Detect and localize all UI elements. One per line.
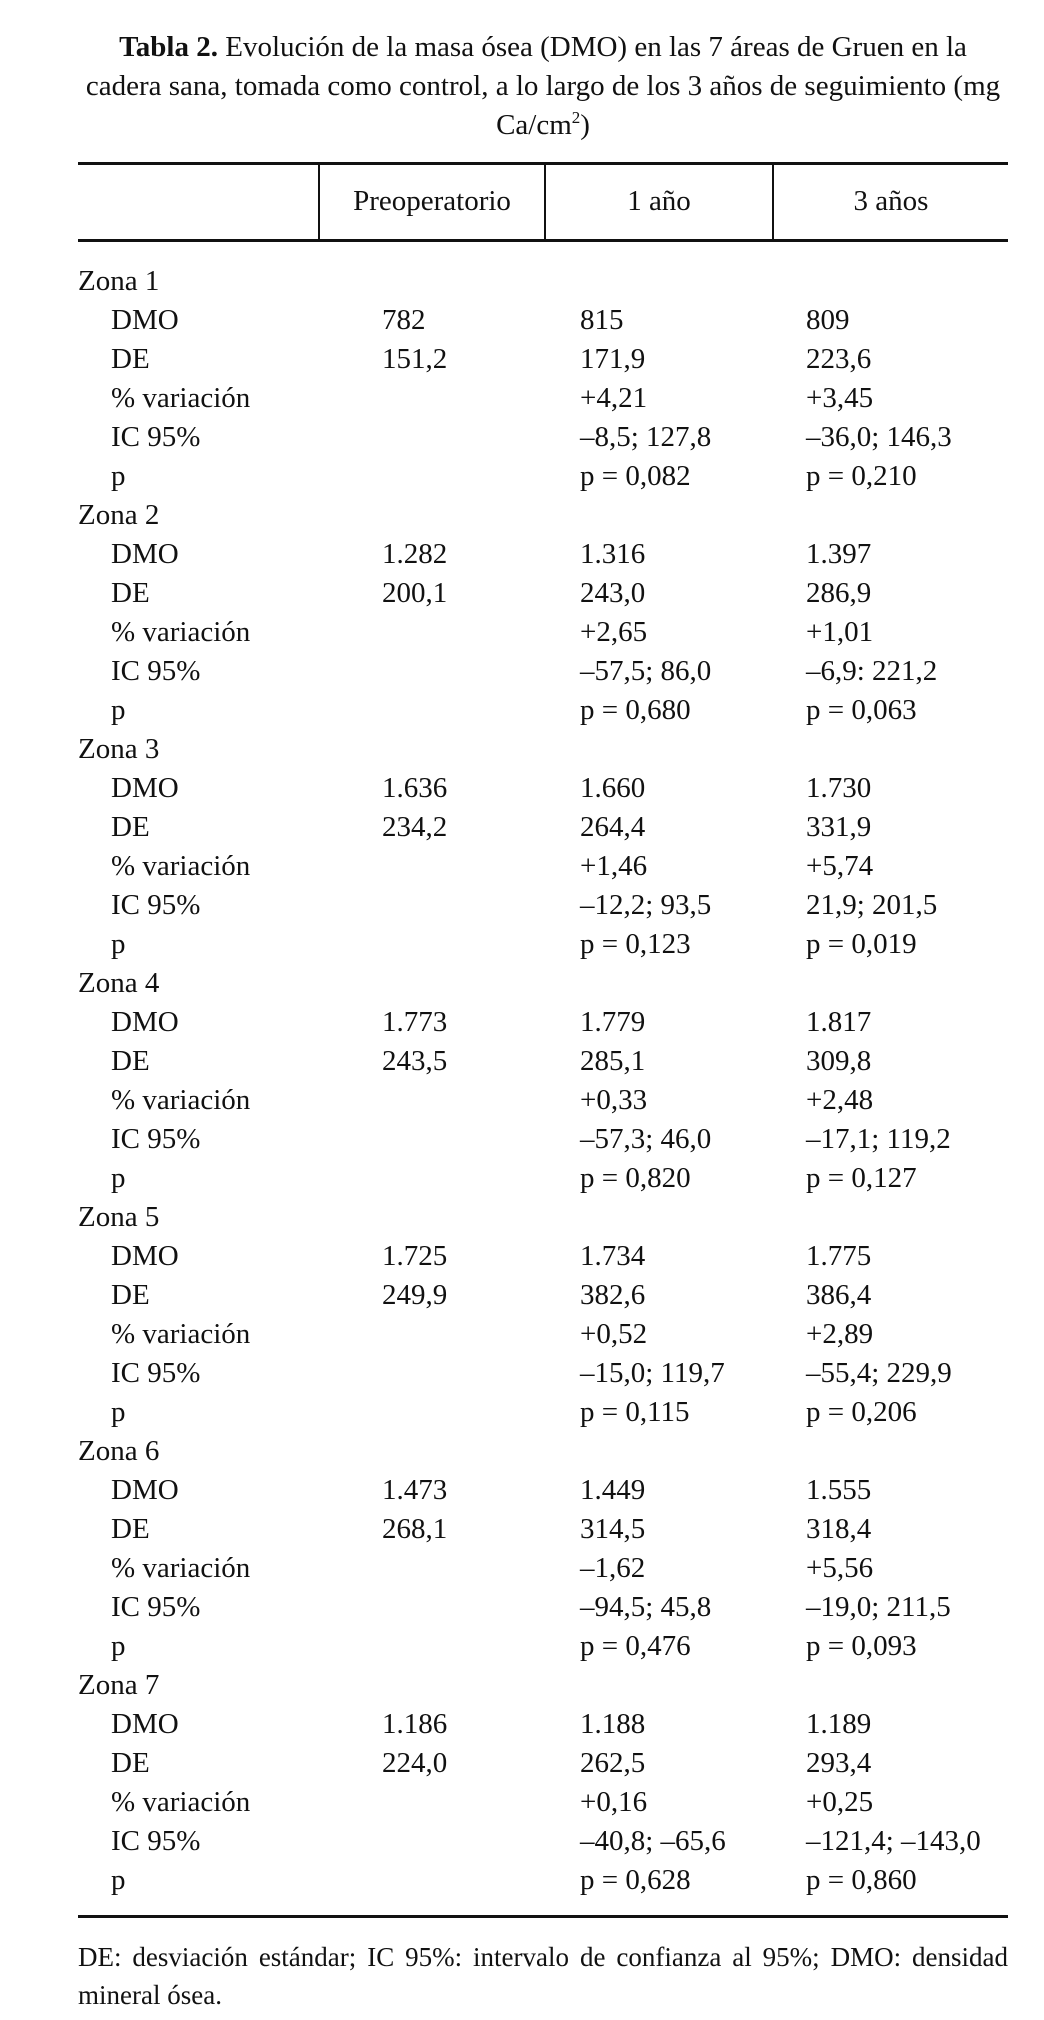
row-label: DE [111, 343, 150, 375]
table-row [0, 808, 1044, 847]
row-label: IC 95% [111, 1591, 201, 1623]
cell-preoperatorio: 268,1 [382, 1513, 448, 1545]
cell-1-ano: 1.316 [580, 538, 646, 570]
row-label: IC 95% [111, 1123, 201, 1155]
cell-3-anos: +5,56 [806, 1552, 874, 1584]
row-label: % variación [111, 850, 251, 882]
cell-1-ano: +0,16 [580, 1786, 648, 1818]
table-row [0, 1549, 1044, 1588]
cell-3-anos: +1,01 [806, 616, 874, 648]
zone-header-row [0, 964, 1044, 1003]
row-label: IC 95% [111, 655, 201, 687]
row-label: DE [111, 1045, 150, 1077]
table-row [0, 1705, 1044, 1744]
table-row [0, 652, 1044, 691]
row-label: DE [111, 1279, 150, 1311]
cell-3-anos: p = 0,206 [806, 1396, 917, 1428]
cell-3-anos: 21,9; 201,5 [806, 889, 938, 921]
cell-1-ano: +1,46 [580, 850, 648, 882]
cell-3-anos: +5,74 [806, 850, 874, 882]
cell-1-ano: –15,0; 119,7 [580, 1357, 725, 1389]
cell-1-ano: 171,9 [580, 343, 646, 375]
table-row [0, 1315, 1044, 1354]
table-row [0, 1471, 1044, 1510]
table-row [0, 691, 1044, 730]
cell-1-ano: –40,8; –65,6 [580, 1825, 726, 1857]
cell-preoperatorio: 224,0 [382, 1747, 448, 1779]
cell-preoperatorio: 1.282 [382, 538, 448, 570]
cell-3-anos: –55,4; 229,9 [806, 1357, 952, 1389]
cell-3-anos: p = 0,860 [806, 1864, 917, 1896]
row-label: % variación [111, 1084, 251, 1116]
cell-1-ano: 815 [580, 304, 624, 336]
cell-3-anos: 309,8 [806, 1045, 872, 1077]
cell-3-anos: 1.397 [806, 538, 872, 570]
table-row [0, 1120, 1044, 1159]
cell-1-ano: +0,52 [580, 1318, 648, 1350]
zone-label: Zona 4 [78, 967, 160, 999]
cell-1-ano: p = 0,123 [580, 928, 691, 960]
table-row [0, 613, 1044, 652]
cell-3-anos: 1.775 [806, 1240, 872, 1272]
cell-3-anos: 1.555 [806, 1474, 872, 1506]
cell-3-anos: 386,4 [806, 1279, 872, 1311]
row-label: DMO [111, 772, 179, 804]
cell-3-anos: p = 0,063 [806, 694, 917, 726]
cell-1-ano: –94,5; 45,8 [580, 1591, 712, 1623]
cell-3-anos: 223,6 [806, 343, 872, 375]
table-footnote: DE: desviación estándar; IC 95%: intervalo de confianza al 95%; DMO: densidad mineral ósea. [78, 1942, 1008, 2010]
row-label: % variación [111, 382, 251, 414]
table-row [0, 1276, 1044, 1315]
table-row [0, 340, 1044, 379]
row-label: IC 95% [111, 421, 201, 453]
row-label: DMO [111, 1708, 179, 1740]
cell-3-anos: +2,89 [806, 1318, 874, 1350]
cell-3-anos: p = 0,127 [806, 1162, 917, 1194]
cell-preoperatorio: 1.773 [382, 1006, 448, 1038]
cell-1-ano: p = 0,082 [580, 460, 691, 492]
zone-header-row [0, 730, 1044, 769]
row-label: % variación [111, 1552, 251, 1584]
cell-3-anos: p = 0,210 [806, 460, 917, 492]
cell-preoperatorio: 1.186 [382, 1708, 448, 1740]
row-label: p [111, 1630, 126, 1662]
table-row [0, 1237, 1044, 1276]
table-row [0, 574, 1044, 613]
table-bottom-rule [78, 1915, 1008, 1918]
cell-1-ano: –1,62 [580, 1552, 646, 1584]
cell-3-anos: 1.730 [806, 772, 872, 804]
row-label: DE [111, 577, 150, 609]
table-row [0, 1393, 1044, 1432]
row-label: DE [111, 1513, 150, 1545]
cell-1-ano: p = 0,476 [580, 1630, 691, 1662]
row-label: DE [111, 811, 150, 843]
cell-preoperatorio: 151,2 [382, 343, 448, 375]
cell-1-ano: p = 0,115 [580, 1396, 690, 1428]
cell-1-ano: 285,1 [580, 1045, 646, 1077]
zone-label: Zona 6 [78, 1435, 160, 1467]
cell-3-anos: +0,25 [806, 1786, 874, 1818]
row-label: IC 95% [111, 1825, 201, 1857]
cell-3-anos: –6,9: 221,2 [806, 655, 938, 687]
table-row [0, 1627, 1044, 1666]
row-label: % variación [111, 1318, 251, 1350]
table-row [0, 925, 1044, 964]
table-row [0, 886, 1044, 925]
table-row [0, 847, 1044, 886]
zone-label: Zona 2 [78, 499, 160, 531]
cell-3-anos: p = 0,019 [806, 928, 917, 960]
zone-label: Zona 7 [78, 1669, 160, 1701]
cell-preoperatorio: 782 [382, 304, 426, 336]
row-label: DMO [111, 1006, 179, 1038]
cell-1-ano: 1.449 [580, 1474, 646, 1506]
table-caption-tail: ) [580, 109, 590, 141]
cell-preoperatorio: 249,9 [382, 1279, 448, 1311]
cell-1-ano: 1.779 [580, 1006, 646, 1038]
zone-header-row [0, 262, 1044, 301]
table-row [0, 1822, 1044, 1861]
column-header-3-anos: 3 años [853, 185, 929, 217]
row-label: DMO [111, 1474, 179, 1506]
cell-1-ano: +2,65 [580, 616, 648, 648]
table-caption-text: Evolución de la masa ósea (DMO) en las 7 áreas de Gruen en la cadera sana, tomada como control, a lo largo de los 3 años de seguimiento (mg Ca/cm [85, 31, 1001, 141]
table-row [0, 1744, 1044, 1783]
cell-3-anos: 293,4 [806, 1747, 872, 1779]
cell-1-ano: 314,5 [580, 1513, 646, 1545]
cell-3-anos: –36,0; 146,3 [806, 421, 952, 453]
zone-header-row [0, 1198, 1044, 1237]
cell-1-ano: 262,5 [580, 1747, 646, 1779]
row-label: p [111, 1162, 126, 1194]
table-header-rule [78, 239, 1008, 242]
table-row [0, 769, 1044, 808]
cell-preoperatorio: 200,1 [382, 577, 448, 609]
cell-3-anos: 1.817 [806, 1006, 872, 1038]
row-label: p [111, 1396, 126, 1428]
column-header-1-ano: 1 año [627, 185, 691, 217]
cell-3-anos: –17,1; 119,2 [806, 1123, 951, 1155]
cell-1-ano: –57,3; 46,0 [580, 1123, 712, 1155]
zone-label: Zona 5 [78, 1201, 160, 1233]
cell-1-ano: –12,2; 93,5 [580, 889, 712, 921]
cell-1-ano: 1.660 [580, 772, 646, 804]
table-row [0, 301, 1044, 340]
cell-preoperatorio: 1.725 [382, 1240, 448, 1272]
zone-header-row [0, 1666, 1044, 1705]
cell-3-anos: 331,9 [806, 811, 872, 843]
table-row [0, 457, 1044, 496]
cell-1-ano: 1.188 [580, 1708, 646, 1740]
cell-1-ano: 264,4 [580, 811, 646, 843]
row-label: p [111, 460, 126, 492]
cell-1-ano: –8,5; 127,8 [580, 421, 712, 453]
cell-preoperatorio: 234,2 [382, 811, 448, 843]
row-label: DMO [111, 1240, 179, 1272]
cell-3-anos: p = 0,093 [806, 1630, 917, 1662]
cell-1-ano: p = 0,680 [580, 694, 691, 726]
zone-label: Zona 3 [78, 733, 160, 765]
table-row [0, 1588, 1044, 1627]
table-row [0, 1861, 1044, 1900]
table-caption-label: Tabla 2. [119, 31, 218, 63]
zone-header-row [0, 496, 1044, 535]
table-row [0, 1159, 1044, 1198]
cell-preoperatorio: 1.636 [382, 772, 448, 804]
cell-1-ano: +4,21 [580, 382, 648, 414]
zone-label: Zona 1 [78, 265, 160, 297]
table-row [0, 1510, 1044, 1549]
cell-1-ano: +0,33 [580, 1084, 648, 1116]
cell-preoperatorio: 243,5 [382, 1045, 448, 1077]
cell-1-ano: p = 0,628 [580, 1864, 691, 1896]
cell-preoperatorio: 1.473 [382, 1474, 448, 1506]
row-label: IC 95% [111, 889, 201, 921]
cell-3-anos: 286,9 [806, 577, 872, 609]
cell-3-anos: +2,48 [806, 1084, 874, 1116]
table-row [0, 418, 1044, 457]
row-label: DMO [111, 304, 179, 336]
row-label: % variación [111, 1786, 251, 1818]
cell-1-ano: 382,6 [580, 1279, 646, 1311]
zone-header-row [0, 1432, 1044, 1471]
table-row [0, 1783, 1044, 1822]
cell-1-ano: 1.734 [580, 1240, 646, 1272]
table-caption-superscript: 2 [571, 108, 581, 127]
row-label: IC 95% [111, 1357, 201, 1389]
row-label: DMO [111, 538, 179, 570]
cell-1-ano: –57,5; 86,0 [580, 655, 712, 687]
column-header-preoperatorio: Preoperatorio [353, 185, 511, 217]
row-label: % variación [111, 616, 251, 648]
cell-1-ano: 243,0 [580, 577, 646, 609]
table-row [0, 1081, 1044, 1120]
table-row [0, 1354, 1044, 1393]
table-row [0, 1042, 1044, 1081]
cell-3-anos: +3,45 [806, 382, 874, 414]
row-label: p [111, 694, 126, 726]
row-label: p [111, 928, 126, 960]
table-caption [78, 28, 1008, 145]
cell-3-anos: 318,4 [806, 1513, 872, 1545]
table-row [0, 1003, 1044, 1042]
cell-3-anos: –19,0; 211,5 [806, 1591, 951, 1623]
cell-3-anos: 809 [806, 304, 850, 336]
cell-1-ano: p = 0,820 [580, 1162, 691, 1194]
row-label: p [111, 1864, 126, 1896]
row-label: DE [111, 1747, 150, 1779]
cell-3-anos: 1.189 [806, 1708, 872, 1740]
table-row [0, 535, 1044, 574]
cell-3-anos: –121,4; –143,0 [806, 1825, 981, 1857]
table-row [0, 379, 1044, 418]
